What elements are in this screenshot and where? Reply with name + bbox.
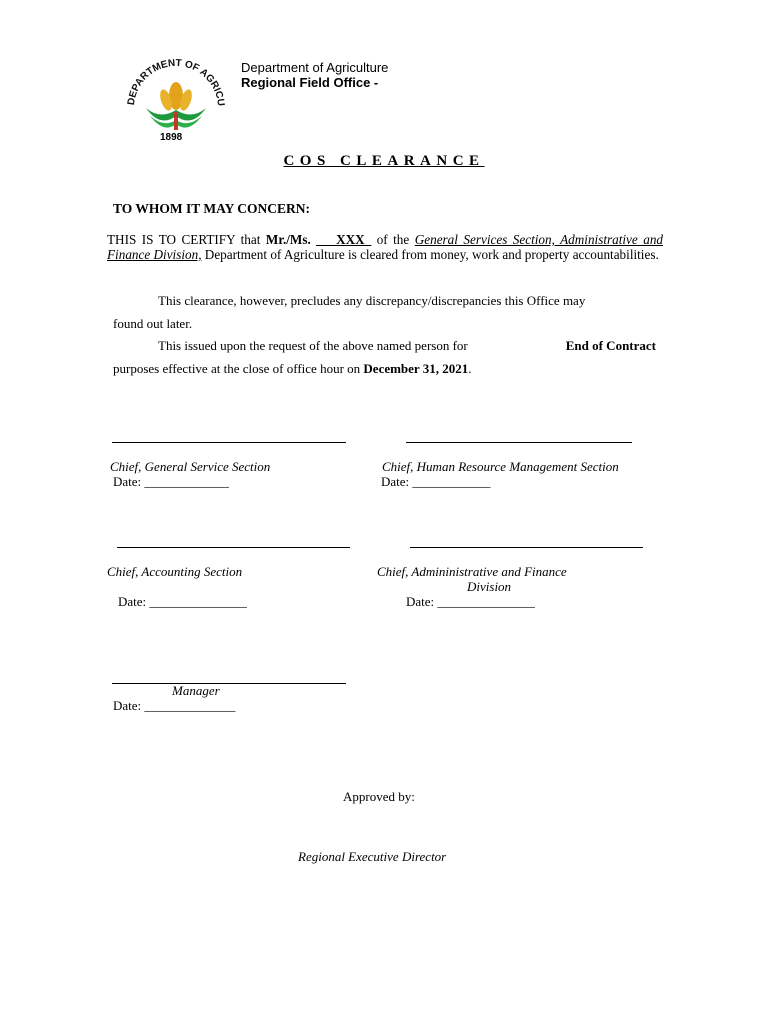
cert-prefix: THIS IS TO CERTIFY that	[107, 232, 266, 247]
signature-line-admin-finance	[410, 547, 643, 548]
department-seal-logo	[120, 56, 232, 146]
date-general-service: Date: _____________	[113, 474, 229, 489]
signature-line-accounting	[117, 547, 350, 548]
purpose-text: This issued upon the request of the above named person for	[158, 338, 468, 353]
certification-paragraph	[107, 232, 663, 262]
cert-name: ___XXX_	[316, 232, 372, 247]
clearance-note-line1: This clearance, however, precludes any discrepancy/discrepancies this Office may	[158, 293, 586, 308]
department-name: Department of Agriculture	[241, 60, 389, 75]
role-general-service: Chief, General Service Section	[110, 459, 271, 474]
role-hr: Chief, Human Resource Management Section	[382, 459, 619, 474]
effective-text: purposes effective at the close of office hour on	[113, 361, 364, 376]
role-manager: Manager	[172, 683, 220, 698]
approved-by-label: Approved by:	[343, 789, 415, 804]
cert-section: General Services Section, Administrative and Finance Division,	[107, 232, 664, 262]
signature-line-manager	[112, 683, 346, 684]
regional-office-name: Regional Field Office -	[241, 75, 379, 90]
date-admin-finance: Date: _______________	[406, 594, 535, 609]
purpose-line2	[113, 361, 471, 377]
salutation: TO WHOM IT MAY CONCERN:	[113, 201, 311, 216]
cert-title: Mr./Ms.	[265, 232, 311, 247]
period: .	[468, 361, 472, 376]
svg-text:DEPARTMENT OF AGRICULTURE: DEPARTMENT OF AGRICU	[126, 57, 227, 107]
date-hr: Date: ____________	[381, 474, 491, 489]
effective-date: December 31, 2021	[363, 361, 469, 376]
clearance-note-line2: found out later.	[113, 316, 193, 331]
purpose-line1	[158, 338, 656, 354]
logo-year: 1898	[160, 132, 183, 143]
end-of-contract: End of Contract	[565, 338, 656, 353]
document-title: COS CLEARANCE	[283, 153, 485, 169]
role-admin-finance-line2: Division	[467, 579, 512, 594]
signature-line-hr	[406, 442, 632, 443]
signature-line-general-service	[112, 442, 346, 443]
role-admin-finance-line1: Chief, Admininistrative and Finance	[377, 564, 567, 579]
date-manager: Date: ______________	[113, 698, 236, 713]
cert-of: of the	[371, 232, 415, 247]
cert-suffix: Department of Agriculture is cleared from money, work and property accountabilities.	[201, 247, 659, 262]
date-accounting: Date: _______________	[118, 594, 247, 609]
regional-executive-director: Regional Executive Director	[298, 849, 447, 864]
role-accounting: Chief, Accounting Section	[107, 564, 243, 579]
